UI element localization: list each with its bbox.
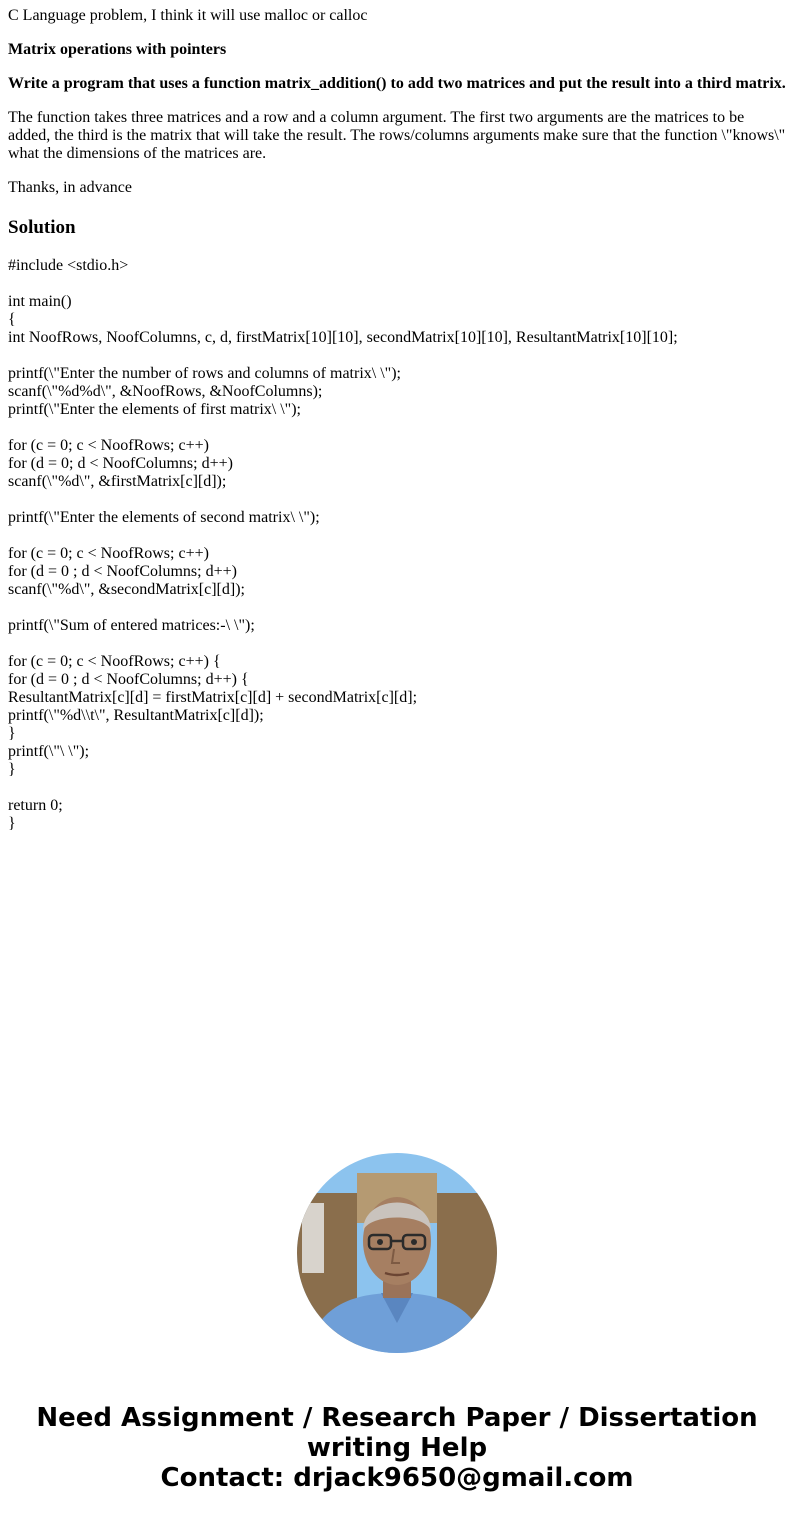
code-line: printf(\"%d\\t\", ResultantMatrix[c][d]); [8, 707, 264, 724]
code-line: scanf(\"%d%d\", &NoofRows, &NoofColumns); [8, 383, 323, 400]
code-line: ResultantMatrix[c][d] = firstMatrix[c][d] + secondMatrix[c][d]; [8, 689, 418, 706]
code-line: int NoofRows, NoofColumns, c, d, firstMatrix[10][10], secondMatrix[10][10], ResultantMatrix[10][10]; [8, 329, 678, 346]
code-line [8, 599, 788, 617]
code-line: #include <stdio.h> [8, 257, 129, 274]
promo-line-2: writing Help [306, 1433, 488, 1463]
code-line: return 0; [8, 797, 63, 814]
question-heading: Matrix operations with pointers [8, 41, 227, 58]
promo-footer [0, 1403, 794, 1493]
question-description: The function takes three matrices and a row and a column argument. The first two arguments are the matrices to be added, the third is the matrix that will take the result. The rows/columns arguments make sure that the function \"knows\" what the dimensions of the matrices are. [8, 109, 786, 162]
code-line: for (c = 0; c < NoofRows; c++) [8, 545, 209, 562]
question-prompt: Write a program that uses a function matrix_addition() to add two matrices and put the result into a third matrix. [8, 75, 786, 92]
code-line: for (c = 0; c < NoofRows; c++) [8, 437, 209, 454]
code-line: scanf(\"%d\", &secondMatrix[c][d]); [8, 581, 245, 598]
code-line: } [8, 725, 16, 742]
code-line: { [8, 311, 16, 328]
code-line: for (c = 0; c < NoofRows; c++) { [8, 653, 221, 670]
code-line: } [8, 761, 16, 778]
code-line: printf(\"Sum of entered matrices:-\ \"); [8, 617, 255, 634]
code-line [8, 491, 788, 509]
code-line: printf(\"\ \"); [8, 743, 90, 760]
code-line: printf(\"Enter the elements of second matrix\ \"); [8, 509, 320, 526]
solution-code [8, 257, 788, 833]
code-line [8, 419, 788, 437]
code-line: } [8, 815, 16, 832]
code-line [8, 779, 788, 797]
code-line [8, 635, 788, 653]
question-thanks: Thanks, in advance [8, 179, 132, 196]
code-line: for (d = 0; d < NoofColumns; d++) [8, 455, 233, 472]
promo-line-1: Need Assignment / Research Paper / Dissertation [36, 1403, 758, 1433]
code-line: for (d = 0 ; d < NoofColumns; d++) { [8, 671, 249, 688]
code-line: for (d = 0 ; d < NoofColumns; d++) [8, 563, 237, 580]
code-line: scanf(\"%d\", &firstMatrix[c][d]); [8, 473, 227, 490]
code-line [8, 527, 788, 545]
code-line: printf(\"Enter the elements of first matrix\ \"); [8, 401, 301, 418]
code-line [8, 275, 788, 293]
solution-title: Solution [8, 217, 76, 238]
promo-contact: Contact: drjack9650@gmail.com [160, 1463, 634, 1493]
author-avatar [297, 1153, 497, 1353]
code-line: printf(\"Enter the number of rows and columns of matrix\ \"); [8, 365, 401, 382]
code-line: int main() [8, 293, 72, 310]
code-line [8, 347, 788, 365]
question-intro: C Language problem, I think it will use malloc or calloc [8, 7, 368, 24]
author-photo [297, 1153, 497, 1353]
document-body [8, 7, 788, 833]
